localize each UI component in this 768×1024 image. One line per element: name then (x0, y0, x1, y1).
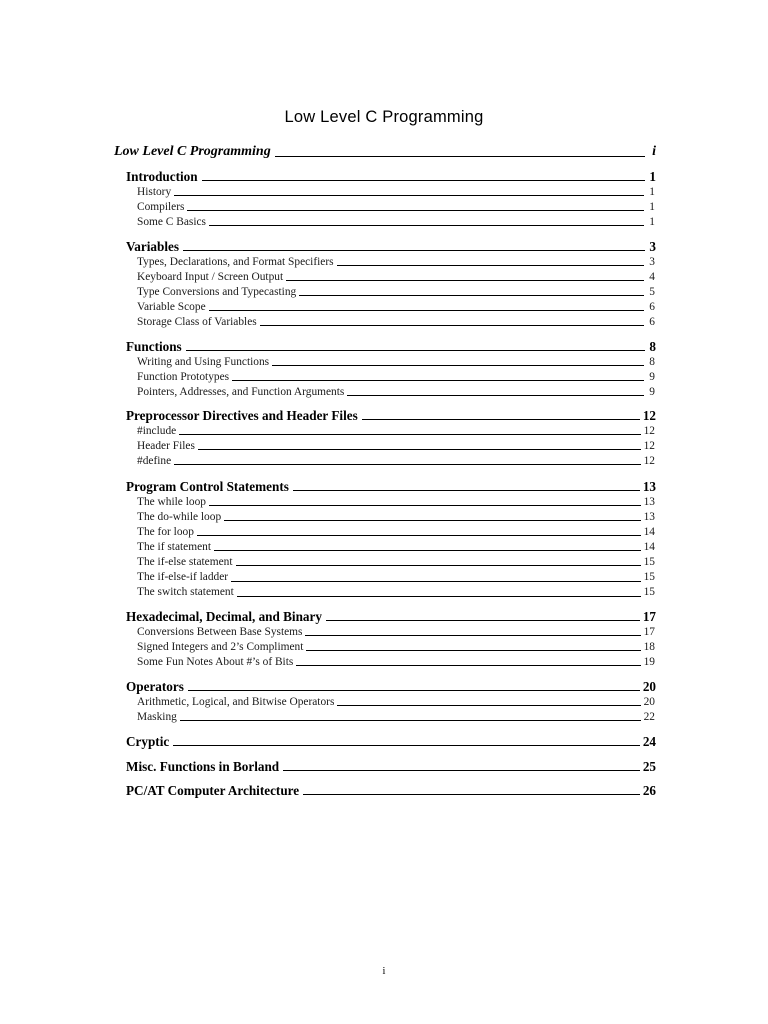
toc-leader-line (296, 665, 640, 666)
toc-subentry-page-number: 19 (643, 655, 655, 668)
toc-leader-line (299, 295, 644, 296)
toc-subentry-title: The while loop (137, 495, 206, 508)
toc-section-entry-page-number: 17 (642, 608, 656, 624)
toc-section-entry[interactable] (126, 780, 656, 797)
toc-section-entry-title: Program Control Statements (126, 478, 289, 494)
toc-subentry-page-number: 12 (643, 439, 655, 452)
toc-leader-line (347, 395, 644, 396)
toc-leader-line (303, 794, 640, 795)
toc-leader-line (198, 449, 641, 450)
toc-subentry-page-number: 6 (649, 300, 655, 313)
toc-subentry-page-number: 3 (649, 255, 655, 268)
toc-subentry-page-number: 5 (649, 285, 655, 298)
toc-subentry-page-number: 15 (643, 586, 655, 599)
toc-subentry-title: Pointers, Addresses, and Function Arguments (137, 385, 345, 398)
toc-section-entry-title: Variables (126, 238, 179, 254)
toc-subentry-page-number: 9 (649, 385, 655, 398)
toc-subentry-page-number: 9 (649, 370, 655, 383)
toc-leader-line (209, 505, 641, 506)
toc-section-entry-title: Introduction (126, 168, 198, 184)
toc-subentry-page-number: 13 (643, 495, 655, 508)
toc-leader-line (286, 280, 644, 281)
toc-leader-line (272, 365, 644, 366)
toc-subentry-title: The if statement (137, 540, 212, 553)
toc-subentry-page-number: 13 (643, 510, 655, 523)
toc-leader-line (306, 650, 640, 651)
toc-section-entry-page-number: 20 (642, 678, 656, 694)
toc-leader-line (305, 635, 640, 636)
toc-leader-line (326, 620, 640, 621)
toc-subentry[interactable] (137, 693, 655, 708)
document-title: Low Level C Programming (284, 108, 484, 126)
toc-subentry[interactable] (137, 353, 655, 368)
toc-subentry-title: Arithmetic, Logical, and Bitwise Operators (137, 695, 335, 708)
toc-section-entry[interactable] (126, 756, 656, 773)
toc-leader-line (275, 156, 645, 157)
toc-subentry-title: Variable Scope (137, 300, 206, 313)
toc-subentry-page-number: 1 (649, 185, 655, 198)
toc-root-page-number: i (652, 144, 656, 159)
toc-subentry[interactable] (137, 422, 655, 437)
toc-leader-line (187, 210, 644, 211)
toc-subentry[interactable] (137, 368, 655, 383)
toc-subentry-title: Header Files (137, 439, 195, 452)
toc-section-entry-title: Hexadecimal, Decimal, and Binary (126, 608, 322, 624)
toc-subentry-title: Writing and Using Functions (137, 355, 270, 368)
toc-section-entry-page-number: 1 (649, 168, 656, 184)
toc-subentry-title: The switch statement (137, 586, 234, 599)
toc-subentry-title: #include (137, 424, 177, 437)
toc-section-entry-page-number: 12 (642, 407, 656, 423)
toc-section-entry-page-number: 3 (649, 238, 656, 254)
page-number-footer: i (382, 966, 386, 977)
toc-subentry[interactable] (137, 638, 655, 653)
toc-leader-line (188, 690, 640, 691)
toc-section-entry[interactable] (126, 606, 656, 623)
toc-subentry-page-number: 22 (643, 710, 655, 723)
toc-subentry-page-number: 1 (649, 200, 655, 213)
toc-subentry-page-number: 6 (649, 316, 655, 329)
toc-subentry[interactable] (137, 298, 655, 313)
toc-subentry-title: Masking (137, 710, 177, 723)
toc-leader-line (337, 265, 644, 266)
toc-leader-line (214, 550, 641, 551)
toc-subentry-page-number: 14 (643, 540, 655, 553)
toc-leader-line (183, 250, 645, 251)
toc-leader-line (232, 380, 644, 381)
toc-section-entry[interactable] (126, 236, 656, 253)
toc-leader-line (209, 225, 644, 226)
toc-leader-line (237, 596, 641, 597)
toc-subentry-title: The for loop (137, 525, 194, 538)
toc-subentry[interactable] (137, 493, 655, 508)
toc-subentry[interactable] (137, 584, 655, 599)
toc-leader-line (209, 310, 644, 311)
toc-subentry[interactable] (137, 383, 655, 398)
toc-subentry-page-number: 18 (643, 640, 655, 653)
toc-subentry[interactable] (137, 213, 655, 228)
toc-subentry[interactable] (137, 569, 655, 584)
toc-section-entry[interactable] (126, 676, 656, 693)
toc-leader-line (224, 520, 640, 521)
toc-subentry[interactable] (137, 623, 655, 638)
toc-subentry-title: Signed Integers and 2’s Compliment (137, 640, 304, 653)
toc-subentry[interactable] (137, 508, 655, 523)
toc-leader-line (180, 720, 641, 721)
toc-leader-line (236, 565, 641, 566)
toc-section-entry-page-number: 26 (642, 782, 656, 798)
toc-section-entry-title: Preprocessor Directives and Header Files (126, 407, 358, 423)
toc-leader-line (260, 325, 644, 326)
toc-subentry-title: Function Prototypes (137, 370, 230, 383)
toc-section-entry[interactable] (126, 336, 656, 353)
toc-root-entry[interactable] (114, 141, 656, 159)
toc-section-entry[interactable] (126, 405, 656, 422)
toc-section-entry-page-number: 25 (642, 758, 656, 774)
toc-subentry[interactable] (137, 708, 655, 723)
toc-subentry[interactable] (137, 523, 655, 538)
toc-subentry-title: Compilers (137, 200, 185, 213)
toc-leader-line (231, 581, 641, 582)
toc-section-entry-page-number: 8 (649, 338, 656, 354)
toc-leader-line (283, 770, 640, 771)
toc-section-entry[interactable] (126, 476, 656, 493)
toc-section-entry-title: Operators (126, 678, 184, 694)
toc-section-entry-title: Cryptic (126, 733, 170, 749)
toc-subentry-title: History (137, 185, 172, 198)
toc-subentry[interactable] (137, 253, 655, 268)
toc-section-entry-title: Misc. Functions in Borland (126, 758, 280, 774)
toc-subentry-page-number: 17 (643, 625, 655, 638)
toc-leader-line (337, 705, 640, 706)
toc-section-entry-title: Functions (126, 338, 182, 354)
toc-subentry-page-number: 20 (643, 695, 655, 708)
toc-section-entry-title: PC/AT Computer Architecture (126, 782, 300, 798)
toc-subentry-page-number: 14 (643, 525, 655, 538)
toc-subentry-title: Some C Basics (137, 215, 206, 228)
toc-leader-line (174, 464, 640, 465)
toc-subentry[interactable] (137, 183, 655, 198)
toc-subentry[interactable] (137, 283, 655, 298)
toc-subentry-page-number: 15 (643, 556, 655, 569)
toc-subentry-page-number: 12 (643, 424, 655, 437)
toc-subentry-title: Type Conversions and Typecasting (137, 285, 297, 298)
toc-leader-line (186, 350, 645, 351)
toc-section-entry-page-number: 24 (642, 733, 656, 749)
toc-subentry[interactable] (137, 538, 655, 553)
toc-subentry-page-number: 12 (643, 454, 655, 467)
toc-subentry[interactable] (137, 452, 655, 467)
toc-subentry[interactable] (137, 313, 655, 328)
toc-subentry-title: #define (137, 454, 172, 467)
toc-subentry[interactable] (137, 553, 655, 568)
toc-subentry-title: Some Fun Notes About #’s of Bits (137, 655, 294, 668)
toc-leader-line (197, 535, 641, 536)
toc-leader-line (362, 419, 640, 420)
toc-leader-line (293, 490, 640, 491)
toc-section-entry-page-number: 13 (642, 478, 656, 494)
toc-root-title: Low Level C Programming (114, 144, 271, 159)
toc-subentry-page-number: 4 (649, 270, 655, 283)
toc-subentry-page-number: 15 (643, 571, 655, 584)
toc-subentry[interactable] (137, 653, 655, 668)
toc-subentry-page-number: 8 (649, 355, 655, 368)
toc-leader-line (179, 434, 640, 435)
toc-subentry-title: Types, Declarations, and Format Specifiers (137, 255, 334, 268)
toc-leader-line (174, 195, 644, 196)
toc-section-entry[interactable] (126, 166, 656, 183)
toc-leader-line (173, 745, 640, 746)
toc-subentry-title: Conversions Between Base Systems (137, 625, 303, 638)
toc-leader-line (202, 180, 645, 181)
toc-subentry-title: The if-else-if ladder (137, 571, 229, 584)
toc-subentry-title: Keyboard Input / Screen Output (137, 270, 284, 283)
toc-section-entry[interactable] (126, 731, 656, 748)
toc-subentry[interactable] (137, 198, 655, 213)
toc-subentry-title: The do-while loop (137, 510, 222, 523)
toc-subentry-title: Storage Class of Variables (137, 316, 257, 329)
toc-subentry-title: The if-else statement (137, 556, 233, 569)
toc-subentry[interactable] (137, 437, 655, 452)
toc-subentry-page-number: 1 (649, 215, 655, 228)
toc-subentry[interactable] (137, 268, 655, 283)
